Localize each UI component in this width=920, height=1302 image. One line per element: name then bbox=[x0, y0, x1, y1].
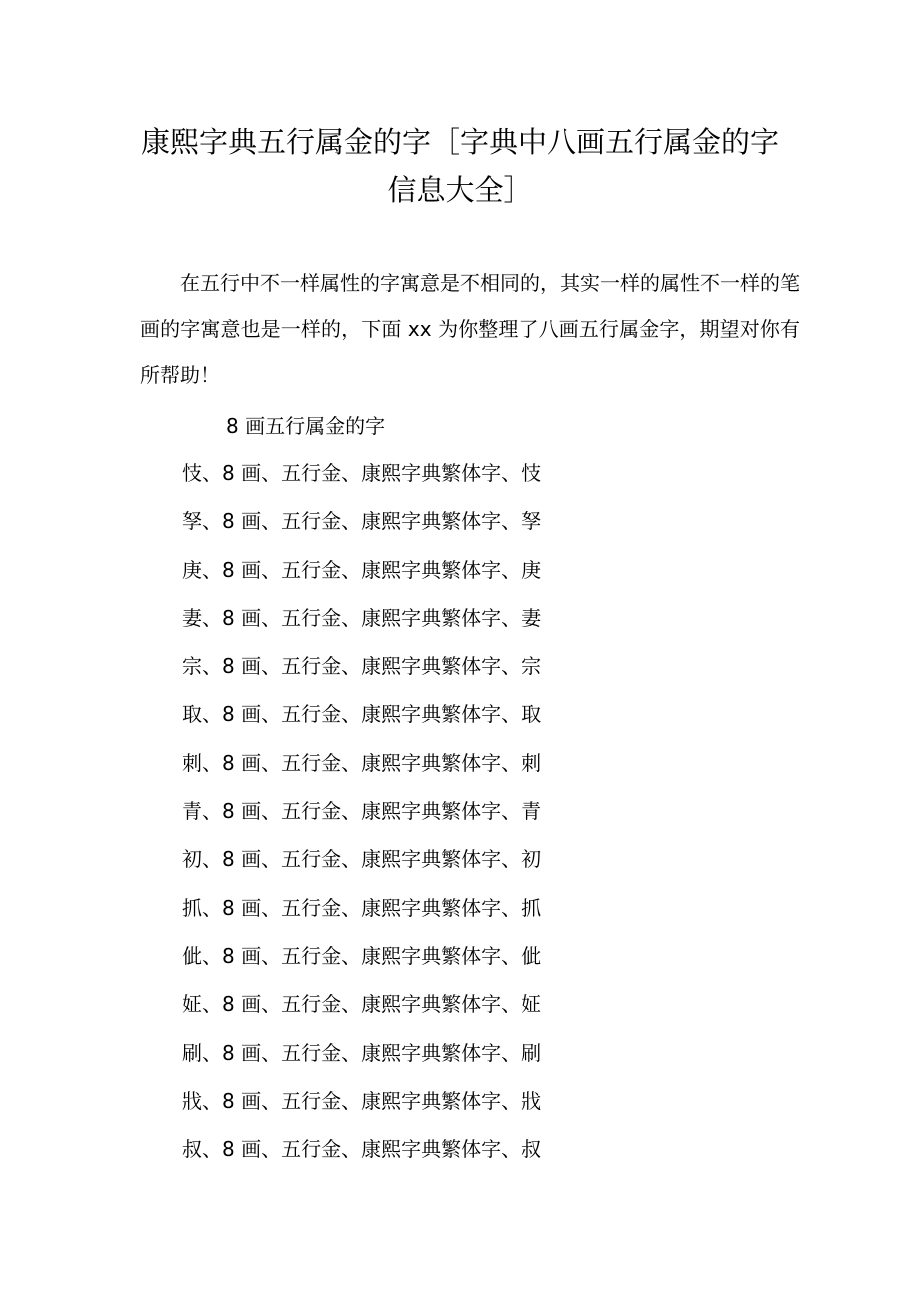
character-entry: 抓、8 画、五行金、康熙字典繁体字、抓 bbox=[182, 895, 542, 920]
character-entry: 宗、8 画、五行金、康熙字典繁体字、宗 bbox=[182, 654, 542, 679]
character-entry: 初、8 画、五行金、康熙字典繁体字、初 bbox=[182, 847, 542, 872]
document-title: 康熙字典五行属金的字［字典中八画五行属金的字信息大全］ bbox=[140, 125, 779, 207]
character-entry: 戕、8 画、五行金、康熙字典繁体字、戕 bbox=[182, 1088, 542, 1113]
character-entry: 青、8 画、五行金、康熙字典繁体字、青 bbox=[182, 799, 542, 824]
character-entry: 妻、8 画、五行金、康熙字典繁体字、妻 bbox=[182, 605, 542, 630]
character-entry: 取、8 画、五行金、康熙字典繁体字、取 bbox=[182, 702, 542, 727]
character-entry: 刺、8 画、五行金、康熙字典繁体字、刺 bbox=[182, 750, 542, 775]
section-heading: 8 画五行属金的字 bbox=[226, 414, 386, 438]
character-entry: 叔、8 画、五行金、康熙字典繁体字、叔 bbox=[182, 1137, 542, 1162]
character-entry: 忮、8 画、五行金、康熙字典繁体字、忮 bbox=[182, 461, 542, 485]
character-entry: 姃、8 画、五行金、康熙字典繁体字、姃 bbox=[182, 992, 542, 1017]
intro-paragraph: 在五行中不一样属性的字寓意是不相同的，其实一样的属性不一样的笔画的字寓意也是一样的，下面 xx 为你整理了八画五行属金字，期望对你有所帮助！ bbox=[140, 271, 800, 387]
character-entry-list bbox=[182, 455, 541, 1179]
character-entry: 孥、8 画、五行金、康熙字典繁体字、孥 bbox=[182, 509, 542, 534]
character-entry: 佌、8 画、五行金、康熙字典繁体字、佌 bbox=[182, 943, 542, 968]
character-entry: 庚、8 画、五行金、康熙字典繁体字、庚 bbox=[182, 557, 542, 582]
character-entry: 刷、8 画、五行金、康熙字典繁体字、刷 bbox=[182, 1040, 542, 1065]
